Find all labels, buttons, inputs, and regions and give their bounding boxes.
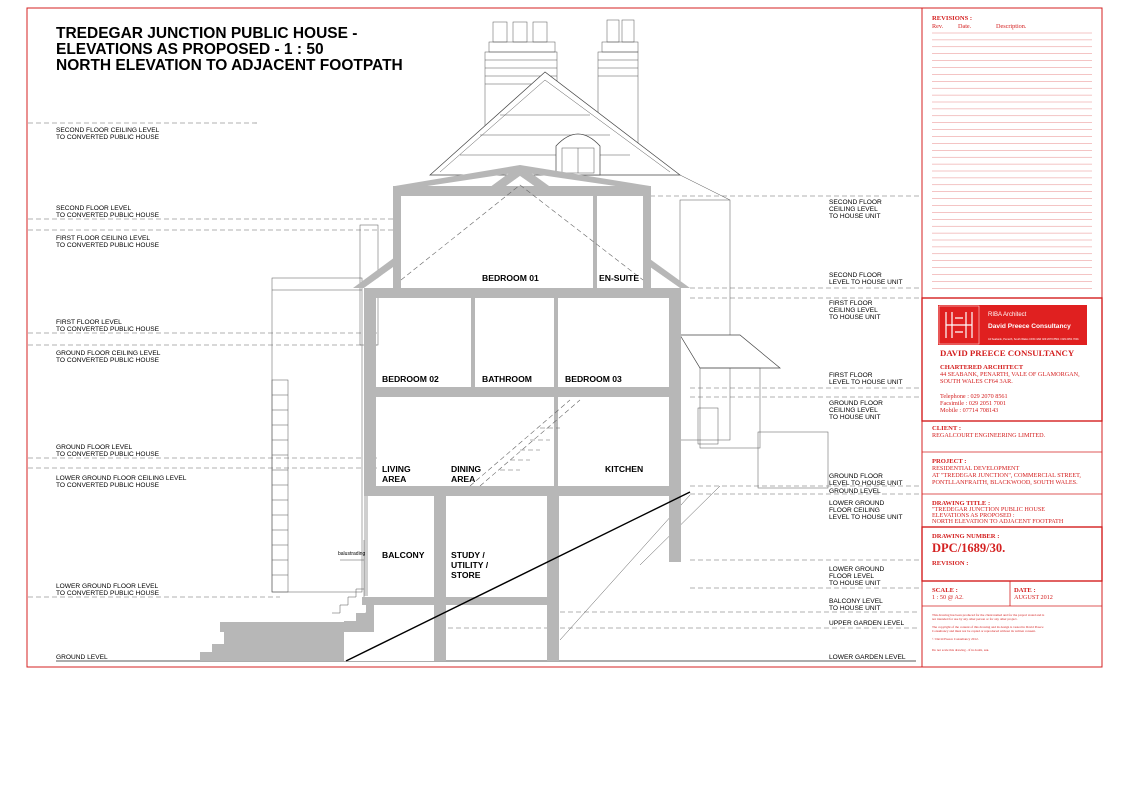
level-label: LOWER GROUND FLOOR LEVEL TO CONVERTED PUBLIC HOUSE xyxy=(56,583,160,597)
client-heading: CLIENT : xyxy=(932,425,962,432)
logo-line-3: 44 Seabank, Penarth, South Wales CF64 3AR 029 2070 8561 / 029 2051 7001 xyxy=(988,338,1079,341)
slab-ground-floor xyxy=(364,486,681,496)
date-heading: DATE : xyxy=(1014,587,1036,594)
logo-line-1: RIBA Architect xyxy=(988,312,1027,318)
level-label: SECOND FLOOR CEILING LEVEL TO CONVERTED PUBLIC HOUSE xyxy=(56,127,160,141)
drawing-notes: This drawing has been produced for the client named and for the project stated and is not intended for use by any other person or for any other project. The copyright of the content of this drawing and its design is vested in David Preece Consultancy and must not be copied or reproduced without its written consent. © David Preece Consultancy 2012. Do not scale this drawing - if in doubt, ask. xyxy=(932,613,1045,652)
level-label: GROUND FLOOR CEILING LEVEL TO CONVERTED PUBLIC HOUSE xyxy=(56,350,161,364)
firm-logo xyxy=(938,305,1087,345)
lower-ground-slab xyxy=(434,597,559,605)
room-label-study: STUDY / UTILITY / STORE xyxy=(451,550,489,580)
revisions-col-rev: Rev. xyxy=(932,23,944,30)
room-label-bedroom-02: BEDROOM 02 xyxy=(382,374,439,384)
firm-role: CHARTERED ARCHITECT xyxy=(940,364,1024,371)
level-label: SECOND FLOOR LEVEL TO CONVERTED PUBLIC HOUSE xyxy=(56,205,160,219)
room-label-living-area: LIVING AREA xyxy=(382,464,411,484)
project-lines: RESIDENTIAL DEVELOPMENT AT "TREDEGAR JUNCTION", COMMERCIAL STREET, PONTLLANFRAITH, BLACKWOOD, SOUTH WALES. xyxy=(932,465,1081,486)
revisions-col-desc: Description. xyxy=(996,23,1027,30)
level-label: GROUND FLOOR CEILING LEVEL TO HOUSE UNIT xyxy=(829,400,883,421)
firm-address: 44 SEABANK, PENARTH, VALE OF GLAMORGAN, SOUTH WALES CF64 3AR. xyxy=(940,371,1080,385)
section-ground-line xyxy=(346,492,690,661)
house-section xyxy=(200,165,690,661)
title-block xyxy=(922,15,1102,653)
room-label-kitchen: KITCHEN xyxy=(605,464,644,474)
level-label: FIRST FLOOR CEILING LEVEL TO HOUSE UNIT xyxy=(829,300,881,321)
room-label-bedroom-03: BEDROOM 03 xyxy=(565,374,622,384)
drawing-number-value: DPC/1689/30. xyxy=(932,541,1006,555)
slab-first-floor xyxy=(364,387,681,397)
level-label: BALCONY LEVEL TO HOUSE UNIT xyxy=(829,598,883,612)
level-label: FIRST FLOOR LEVEL TO HOUSE UNIT xyxy=(829,372,903,386)
drawing-title-line-3: NORTH ELEVATION TO ADJACENT FOOTPATH xyxy=(56,57,403,74)
level-label: LOWER GROUND FLOOR CEILING LEVEL TO HOUSE UNIT xyxy=(829,500,903,521)
scale-heading: SCALE : xyxy=(932,587,958,594)
level-label: SECOND FLOOR CEILING LEVEL TO HOUSE UNIT xyxy=(829,199,882,220)
level-label: GROUND FLOOR LEVEL TO HOUSE UNIT xyxy=(829,473,903,487)
date-value: AUGUST 2012 xyxy=(1014,594,1053,601)
column-2 xyxy=(547,496,559,661)
balcony-slab xyxy=(220,622,344,632)
level-label: GROUND LEVEL xyxy=(829,488,881,495)
right-level-labels xyxy=(829,199,906,661)
revisions-col-date: Date. xyxy=(958,23,972,30)
house-wall-right xyxy=(669,288,681,496)
revision-heading: REVISION : xyxy=(932,560,969,567)
drawing-title-line-1: TREDEGAR JUNCTION PUBLIC HOUSE - xyxy=(56,25,358,42)
level-label: LOWER GARDEN LEVEL xyxy=(829,654,906,661)
column-1 xyxy=(434,496,446,661)
pub-bay-roof xyxy=(680,335,780,368)
firm-name: DAVID PREECE CONSULTANCY xyxy=(940,348,1075,358)
drawing-title-heading: DRAWING TITLE : xyxy=(932,500,991,507)
room-label-dining-area: DINING AREA xyxy=(451,464,482,484)
level-label: FIRST FLOOR LEVEL TO CONVERTED PUBLIC HOUSE xyxy=(56,319,160,333)
level-label: SECOND FLOOR LEVEL TO HOUSE UNIT xyxy=(829,272,903,286)
firm-phones: Telephone : 029 2070 8561 Facsimile : 029 2051 7001 Mobile : 07714 708143 xyxy=(940,393,1008,414)
balustrade-note: balustrading xyxy=(338,551,366,557)
logo-line-2: David Preece Consultancy xyxy=(988,323,1071,330)
room-label-balcony: BALCONY xyxy=(382,550,425,560)
project-heading: PROJECT : xyxy=(932,458,967,465)
house-wall-right-lower xyxy=(669,496,681,562)
left-level-labels xyxy=(56,127,187,661)
level-label: LOWER GROUND FLOOR LEVEL TO HOUSE UNIT xyxy=(829,566,885,587)
room-label-bathroom: BATHROOM xyxy=(482,374,532,384)
room-label-ensuite: EN-SUITE xyxy=(599,273,640,283)
level-label: GROUND LEVEL xyxy=(56,654,108,661)
drawing-title-lines: "TREDEGAR JUNCTION PUBLIC HOUSE ELEVATIONS AS PROPOSED : NORTH ELEVATION TO ADJACENT FOOTPATH xyxy=(932,506,1064,525)
internal-stair xyxy=(470,400,580,486)
room-labels xyxy=(338,273,643,580)
drawing-title xyxy=(56,25,403,74)
revisions-heading: REVISIONS : xyxy=(932,15,973,22)
revision-table-lines xyxy=(932,33,1092,288)
drawing-number-heading: DRAWING NUMBER : xyxy=(932,533,1000,540)
slab-second-floor xyxy=(364,288,681,298)
house-wall-left xyxy=(364,288,376,496)
level-label: UPPER GARDEN LEVEL xyxy=(829,620,905,627)
level-label: GROUND FLOOR LEVEL TO CONVERTED PUBLIC HOUSE xyxy=(56,444,160,458)
scale-value: 1 : 50 @ A2. xyxy=(932,594,964,601)
client-value: REGALCOURT ENGINEERING LIMITED. xyxy=(932,432,1046,439)
level-label: FIRST FLOOR CEILING LEVEL TO CONVERTED PUBLIC HOUSE xyxy=(56,235,160,249)
room-label-bedroom-01: BEDROOM 01 xyxy=(482,273,539,283)
drawing-title-line-2: ELEVATIONS AS PROPOSED - 1 : 50 xyxy=(56,41,324,58)
level-label: LOWER GROUND FLOOR CEILING LEVEL TO CONVERTED PUBLIC HOUSE xyxy=(56,475,187,489)
pub-bay-window xyxy=(698,408,718,444)
